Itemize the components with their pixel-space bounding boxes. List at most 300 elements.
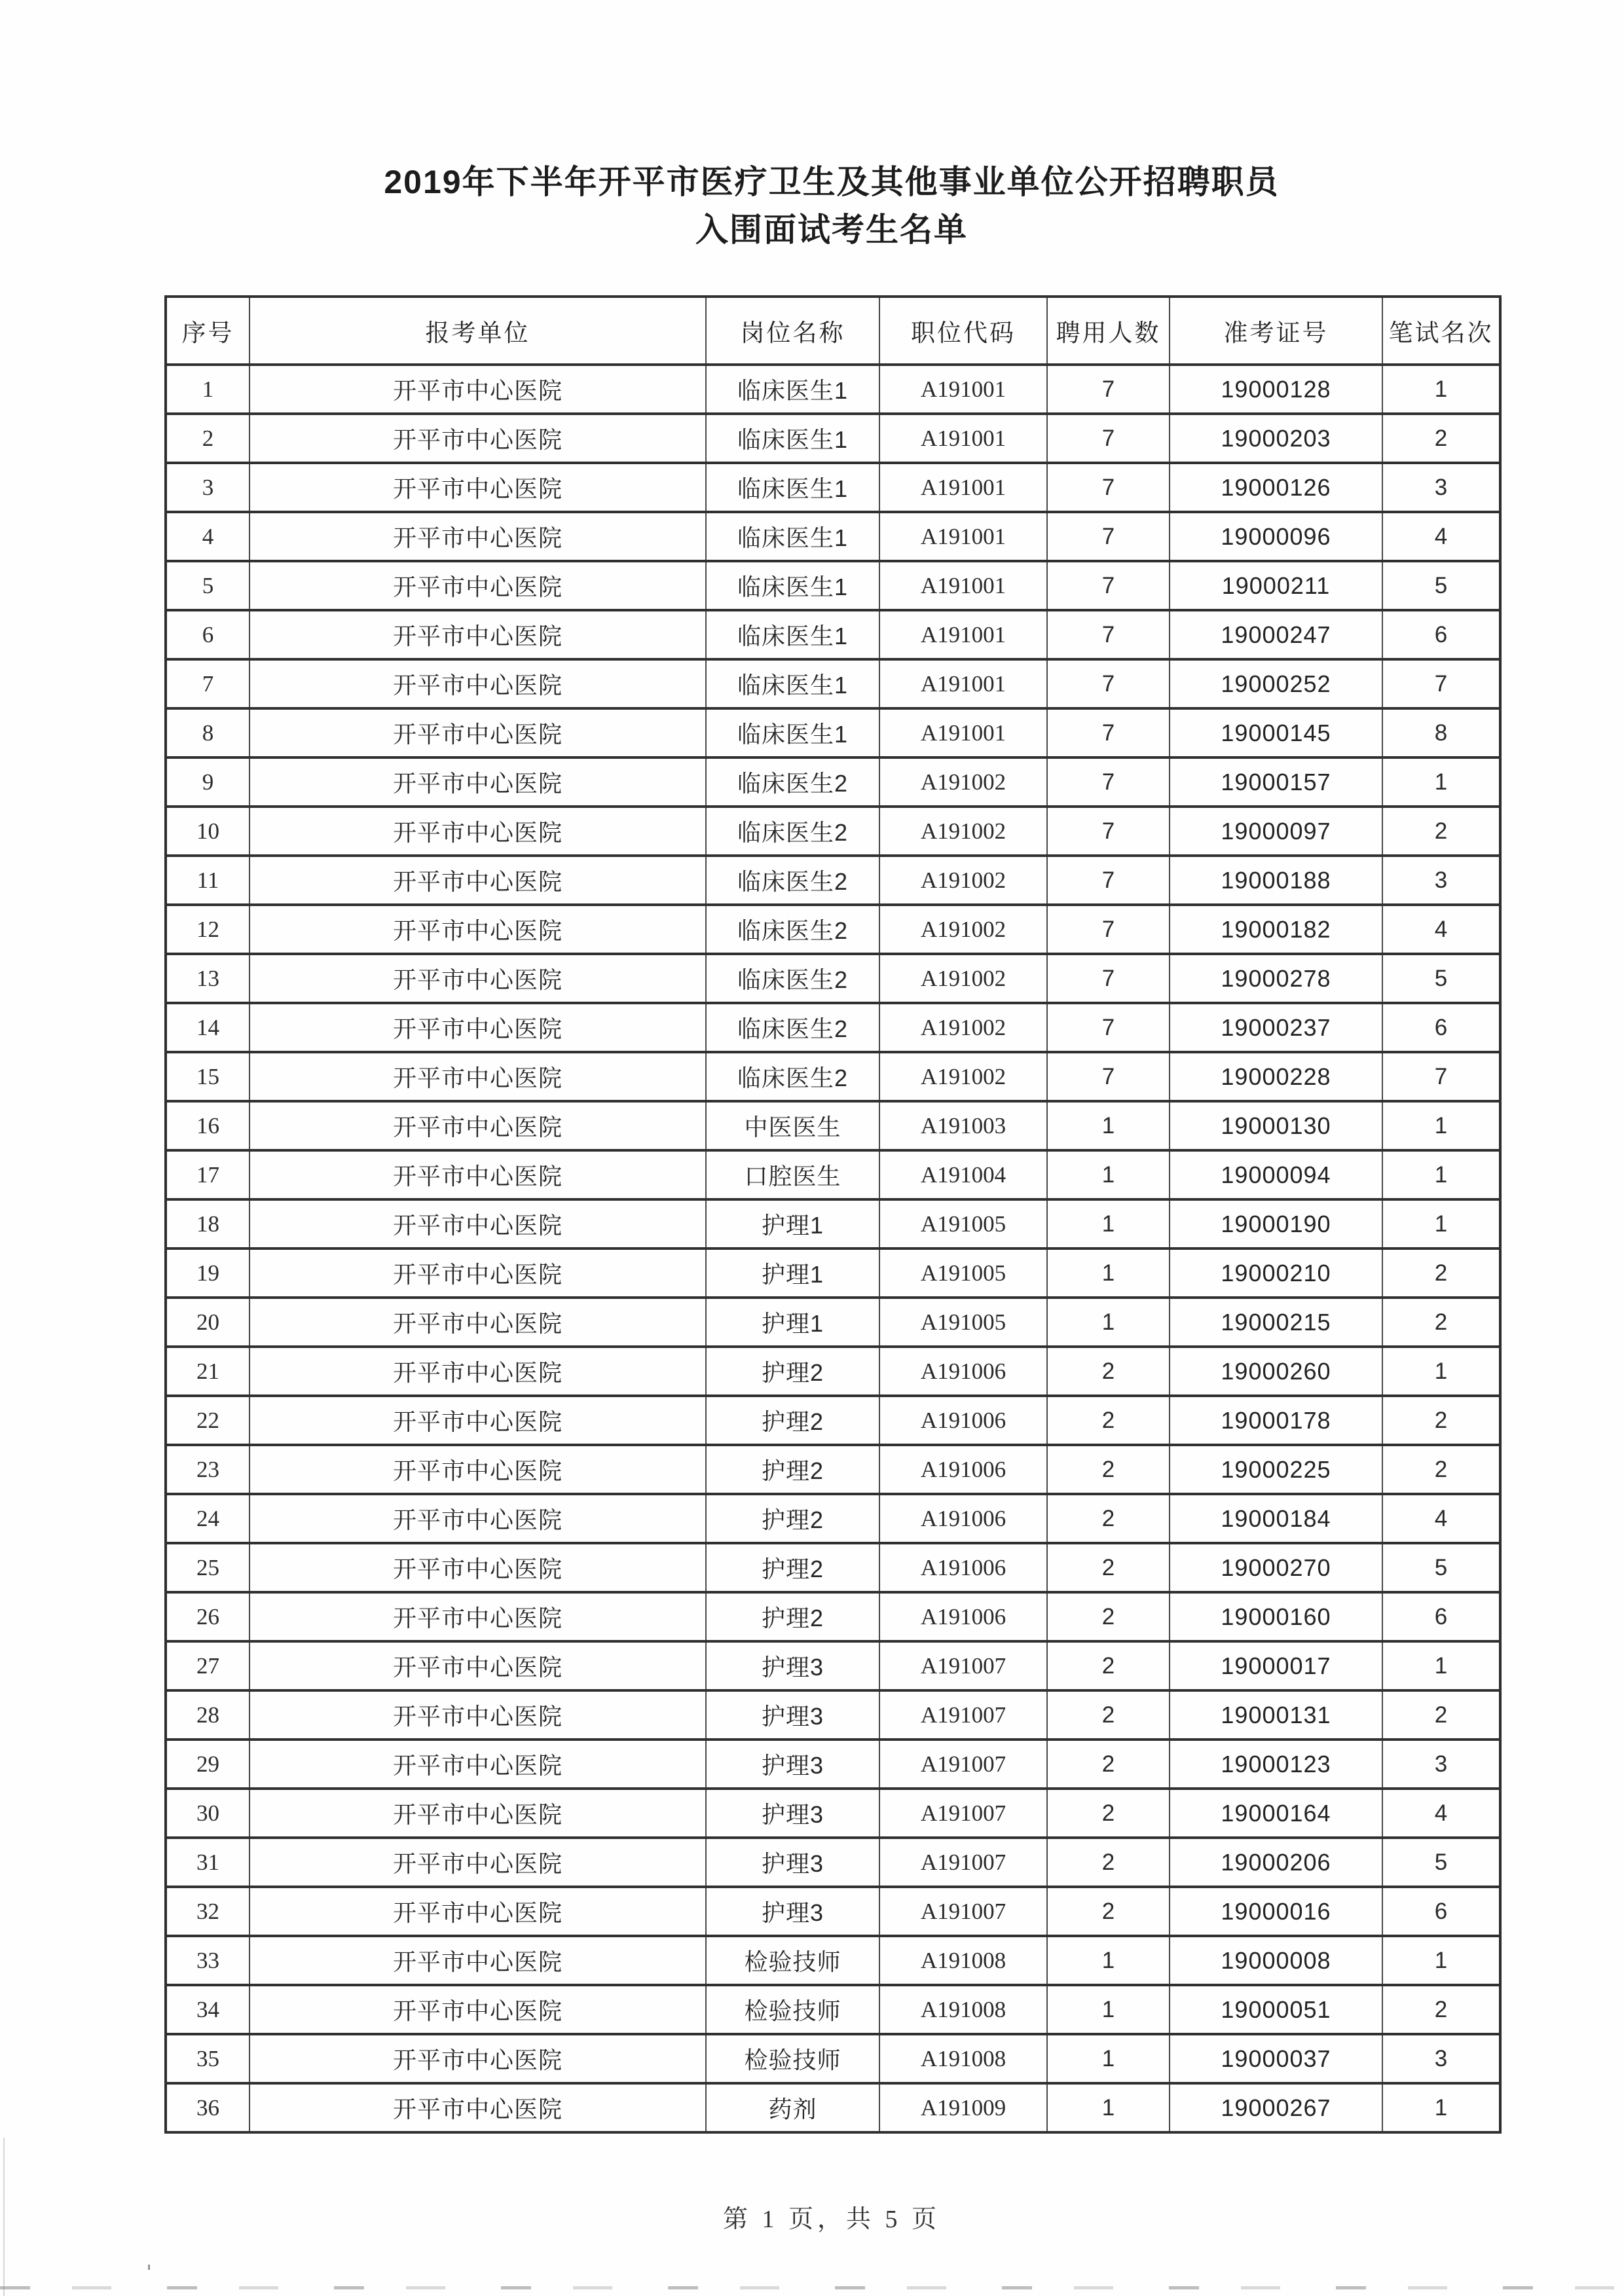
cell-rank: 5 [1382, 561, 1500, 610]
cell-position: 临床医生2 [706, 1052, 879, 1101]
cell-index: 36 [166, 2083, 249, 2132]
cell-rank: 2 [1382, 1298, 1500, 1347]
table-row [166, 954, 1500, 1003]
cell-code: A191006 [879, 1445, 1047, 1494]
cell-rank: 3 [1382, 1740, 1500, 1789]
cell-position: 临床医生2 [706, 1003, 879, 1052]
cell-hires: 2 [1047, 1641, 1170, 1690]
cell-unit: 开平市中心医院 [249, 1690, 706, 1740]
cell-code: A191009 [879, 2083, 1047, 2132]
cell-ticket: 19000160 [1170, 1592, 1382, 1641]
cell-code: A191002 [879, 856, 1047, 905]
cell-index: 12 [166, 905, 249, 954]
cell-position: 口腔医生 [706, 1150, 879, 1199]
cell-hires: 1 [1047, 1101, 1170, 1150]
cell-hires: 7 [1047, 414, 1170, 463]
scan-artifact-bottom [0, 2286, 1624, 2289]
cell-rank: 1 [1382, 1641, 1500, 1690]
cell-index: 5 [166, 561, 249, 610]
document-title [164, 158, 1499, 254]
cell-hires: 1 [1047, 1248, 1170, 1298]
cell-hires: 7 [1047, 463, 1170, 512]
cell-rank: 1 [1382, 2083, 1500, 2132]
cell-unit: 开平市中心医院 [249, 1396, 706, 1445]
cell-position: 临床医生1 [706, 463, 879, 512]
table-row [166, 414, 1500, 463]
cell-code: A191008 [879, 2034, 1047, 2083]
column-header-code: 职位代码 [879, 297, 1047, 365]
cell-rank: 3 [1382, 2034, 1500, 2083]
cell-position: 护理3 [706, 1789, 879, 1838]
table-row [166, 1445, 1500, 1494]
cell-position: 护理2 [706, 1494, 879, 1543]
cell-hires: 2 [1047, 1740, 1170, 1789]
cell-ticket: 19000184 [1170, 1494, 1382, 1543]
cell-ticket: 19000210 [1170, 1248, 1382, 1298]
cell-rank: 3 [1382, 463, 1500, 512]
header-row [166, 297, 1500, 365]
cell-index: 26 [166, 1592, 249, 1641]
column-header-ticket: 准考证号 [1170, 297, 1382, 365]
cell-position: 临床医生1 [706, 414, 879, 463]
title-line-2: 入围面试考生名单 [695, 211, 968, 248]
cell-rank: 5 [1382, 954, 1500, 1003]
cell-ticket: 19000237 [1170, 1003, 1382, 1052]
cell-unit: 开平市中心医院 [249, 1789, 706, 1838]
cell-hires: 7 [1047, 659, 1170, 708]
table-row [166, 1199, 1500, 1248]
cell-unit: 开平市中心医院 [249, 1838, 706, 1887]
cell-position: 临床医生2 [706, 807, 879, 856]
cell-ticket: 19000094 [1170, 1150, 1382, 1199]
cell-ticket: 19000228 [1170, 1052, 1382, 1101]
cell-unit: 开平市中心医院 [249, 708, 706, 757]
cell-unit: 开平市中心医院 [249, 512, 706, 561]
cell-index: 15 [166, 1052, 249, 1101]
cell-unit: 开平市中心医院 [249, 954, 706, 1003]
cell-unit: 开平市中心医院 [249, 659, 706, 708]
cell-hires: 2 [1047, 1789, 1170, 1838]
cell-ticket: 19000206 [1170, 1838, 1382, 1887]
cell-hires: 1 [1047, 1199, 1170, 1248]
table-row [166, 1690, 1500, 1740]
table-row [166, 708, 1500, 757]
cell-code: A191002 [879, 807, 1047, 856]
cell-unit: 开平市中心医院 [249, 807, 706, 856]
cell-code: A191005 [879, 1199, 1047, 1248]
page-footer: 第 1 页，共 5 页 [722, 2206, 940, 2233]
cell-rank: 4 [1382, 512, 1500, 561]
column-header-position: 岗位名称 [706, 297, 879, 365]
cell-hires: 7 [1047, 561, 1170, 610]
cell-unit: 开平市中心医院 [249, 1347, 706, 1396]
cell-unit: 开平市中心医院 [249, 1985, 706, 2034]
table-row [166, 2034, 1500, 2083]
cell-index: 14 [166, 1003, 249, 1052]
cell-ticket: 19000128 [1170, 365, 1382, 414]
cell-code: A191007 [879, 1690, 1047, 1740]
table-row [166, 807, 1500, 856]
cell-unit: 开平市中心医院 [249, 757, 706, 807]
cell-hires: 7 [1047, 954, 1170, 1003]
cell-position: 临床医生2 [706, 856, 879, 905]
table-row [166, 1592, 1500, 1641]
table-row [166, 512, 1500, 561]
cell-unit: 开平市中心医院 [249, 1592, 706, 1641]
cell-index: 32 [166, 1887, 249, 1936]
cell-code: A191006 [879, 1347, 1047, 1396]
cell-unit: 开平市中心医院 [249, 1887, 706, 1936]
cell-index: 21 [166, 1347, 249, 1396]
cell-index: 16 [166, 1101, 249, 1150]
cell-ticket: 19000008 [1170, 1936, 1382, 1985]
cell-ticket: 19000260 [1170, 1347, 1382, 1396]
cell-hires: 1 [1047, 1150, 1170, 1199]
scan-artifact-left-edge [3, 2138, 5, 2296]
cell-rank: 1 [1382, 365, 1500, 414]
table-row [166, 1347, 1500, 1396]
cell-index: 3 [166, 463, 249, 512]
cell-position: 临床医生1 [706, 561, 879, 610]
cell-index: 11 [166, 856, 249, 905]
cell-position: 护理2 [706, 1347, 879, 1396]
cell-ticket: 19000211 [1170, 561, 1382, 610]
cell-code: A191007 [879, 1887, 1047, 1936]
cell-code: A191001 [879, 561, 1047, 610]
cell-code: A191006 [879, 1543, 1047, 1592]
cell-rank: 2 [1382, 414, 1500, 463]
cell-code: A191007 [879, 1641, 1047, 1690]
cell-rank: 4 [1382, 1494, 1500, 1543]
cell-rank: 4 [1382, 1789, 1500, 1838]
cell-ticket: 19000267 [1170, 2083, 1382, 2132]
cell-rank: 2 [1382, 1396, 1500, 1445]
cell-index: 27 [166, 1641, 249, 1690]
cell-hires: 1 [1047, 1936, 1170, 1985]
cell-index: 24 [166, 1494, 249, 1543]
cell-position: 药剂 [706, 2083, 879, 2132]
cell-ticket: 19000123 [1170, 1740, 1382, 1789]
cell-index: 22 [166, 1396, 249, 1445]
cell-position: 临床医生2 [706, 757, 879, 807]
cell-code: A191007 [879, 1838, 1047, 1887]
cell-code: A191006 [879, 1592, 1047, 1641]
table-row [166, 905, 1500, 954]
cell-position: 护理1 [706, 1199, 879, 1248]
cell-rank: 2 [1382, 1985, 1500, 2034]
column-header-rank: 笔试名次 [1382, 297, 1500, 365]
cell-ticket: 19000252 [1170, 659, 1382, 708]
cell-ticket: 19000247 [1170, 610, 1382, 659]
cell-index: 25 [166, 1543, 249, 1592]
table-row [166, 1248, 1500, 1298]
cell-hires: 7 [1047, 708, 1170, 757]
cell-index: 30 [166, 1789, 249, 1838]
cell-code: A191006 [879, 1494, 1047, 1543]
cell-ticket: 19000182 [1170, 905, 1382, 954]
cell-position: 临床医生2 [706, 954, 879, 1003]
cell-unit: 开平市中心医院 [249, 2083, 706, 2132]
cell-hires: 7 [1047, 610, 1170, 659]
scan-artifact-speck [148, 2265, 150, 2270]
cell-ticket: 19000164 [1170, 1789, 1382, 1838]
cell-index: 23 [166, 1445, 249, 1494]
cell-code: A191005 [879, 1298, 1047, 1347]
cell-position: 护理3 [706, 1838, 879, 1887]
cell-position: 护理3 [706, 1887, 879, 1936]
cell-position: 检验技师 [706, 1936, 879, 1985]
title-line-1: 2019年下半年开平市医疗卫生及其他事业单位公开招聘职员 [384, 164, 1280, 200]
cell-unit: 开平市中心医院 [249, 1445, 706, 1494]
cell-code: A191001 [879, 463, 1047, 512]
cell-position: 临床医生2 [706, 905, 879, 954]
cell-index: 28 [166, 1690, 249, 1740]
cell-hires: 1 [1047, 2083, 1170, 2132]
cell-position: 护理3 [706, 1641, 879, 1690]
cell-unit: 开平市中心医院 [249, 414, 706, 463]
cell-code: A191007 [879, 1740, 1047, 1789]
cell-ticket: 19000097 [1170, 807, 1382, 856]
cell-rank: 1 [1382, 1199, 1500, 1248]
cell-hires: 2 [1047, 1592, 1170, 1641]
cell-index: 13 [166, 954, 249, 1003]
table-row [166, 757, 1500, 807]
cell-hires: 7 [1047, 807, 1170, 856]
cell-rank: 3 [1382, 856, 1500, 905]
table-row [166, 561, 1500, 610]
cell-hires: 7 [1047, 905, 1170, 954]
table-row [166, 1789, 1500, 1838]
cell-unit: 开平市中心医院 [249, 1248, 706, 1298]
cell-hires: 2 [1047, 1347, 1170, 1396]
cell-index: 31 [166, 1838, 249, 1887]
table-row [166, 1052, 1500, 1101]
cell-unit: 开平市中心医院 [249, 1936, 706, 1985]
cell-position: 护理2 [706, 1592, 879, 1641]
cell-index: 10 [166, 807, 249, 856]
cell-index: 20 [166, 1298, 249, 1347]
cell-ticket: 19000145 [1170, 708, 1382, 757]
cell-rank: 1 [1382, 1936, 1500, 1985]
cell-hires: 7 [1047, 757, 1170, 807]
cell-hires: 7 [1047, 365, 1170, 414]
cell-position: 护理2 [706, 1396, 879, 1445]
cell-index: 19 [166, 1248, 249, 1298]
cell-ticket: 19000203 [1170, 414, 1382, 463]
table-row [166, 610, 1500, 659]
cell-ticket: 19000130 [1170, 1101, 1382, 1150]
cell-unit: 开平市中心医院 [249, 905, 706, 954]
cell-position: 检验技师 [706, 2034, 879, 2083]
table-row [166, 2083, 1500, 2132]
cell-rank: 6 [1382, 610, 1500, 659]
cell-index: 33 [166, 1936, 249, 1985]
cell-code: A191002 [879, 757, 1047, 807]
column-header-hires: 聘用人数 [1047, 297, 1170, 365]
cell-unit: 开平市中心医院 [249, 1494, 706, 1543]
cell-rank: 6 [1382, 1003, 1500, 1052]
cell-index: 29 [166, 1740, 249, 1789]
table-row [166, 1838, 1500, 1887]
cell-unit: 开平市中心医院 [249, 1052, 706, 1101]
cell-position: 中医医生 [706, 1101, 879, 1150]
cell-code: A191005 [879, 1248, 1047, 1298]
cell-rank: 1 [1382, 1347, 1500, 1396]
cell-rank: 2 [1382, 1248, 1500, 1298]
table-row [166, 1003, 1500, 1052]
cell-ticket: 19000126 [1170, 463, 1382, 512]
table-row [166, 365, 1500, 414]
cell-unit: 开平市中心医院 [249, 1641, 706, 1690]
cell-position: 临床医生1 [706, 659, 879, 708]
cell-ticket: 19000215 [1170, 1298, 1382, 1347]
cell-index: 4 [166, 512, 249, 561]
cell-index: 9 [166, 757, 249, 807]
cell-unit: 开平市中心医院 [249, 1150, 706, 1199]
cell-index: 1 [166, 365, 249, 414]
cell-unit: 开平市中心医院 [249, 1101, 706, 1150]
table-row [166, 1641, 1500, 1690]
cell-position: 护理1 [706, 1298, 879, 1347]
table-row [166, 1740, 1500, 1789]
cell-position: 临床医生1 [706, 512, 879, 561]
cell-hires: 1 [1047, 1985, 1170, 2034]
cell-rank: 6 [1382, 1592, 1500, 1641]
table-row [166, 856, 1500, 905]
cell-position: 护理3 [706, 1690, 879, 1740]
cell-rank: 5 [1382, 1838, 1500, 1887]
cell-ticket: 19000270 [1170, 1543, 1382, 1592]
cell-code: A191001 [879, 365, 1047, 414]
cell-ticket: 19000278 [1170, 954, 1382, 1003]
table-row [166, 1985, 1500, 2034]
cell-code: A191008 [879, 1936, 1047, 1985]
cell-hires: 2 [1047, 1445, 1170, 1494]
cell-rank: 5 [1382, 1543, 1500, 1592]
cell-index: 8 [166, 708, 249, 757]
table-row [166, 1887, 1500, 1936]
column-header-unit: 报考单位 [249, 297, 706, 365]
table-row [166, 1543, 1500, 1592]
cell-position: 临床医生1 [706, 610, 879, 659]
candidates-table [164, 295, 1502, 2134]
cell-ticket: 19000178 [1170, 1396, 1382, 1445]
cell-index: 17 [166, 1150, 249, 1199]
cell-code: A191001 [879, 610, 1047, 659]
cell-ticket: 19000096 [1170, 512, 1382, 561]
cell-code: A191004 [879, 1150, 1047, 1199]
cell-index: 35 [166, 2034, 249, 2083]
cell-code: A191001 [879, 708, 1047, 757]
cell-rank: 1 [1382, 1150, 1500, 1199]
cell-rank: 2 [1382, 1445, 1500, 1494]
table-row [166, 1396, 1500, 1445]
cell-ticket: 19000190 [1170, 1199, 1382, 1248]
cell-ticket: 19000051 [1170, 1985, 1382, 2034]
cell-rank: 4 [1382, 905, 1500, 954]
cell-rank: 2 [1382, 807, 1500, 856]
table-header [166, 297, 1500, 365]
cell-unit: 开平市中心医院 [249, 1543, 706, 1592]
cell-hires: 7 [1047, 512, 1170, 561]
cell-unit: 开平市中心医院 [249, 1740, 706, 1789]
cell-position: 护理3 [706, 1740, 879, 1789]
cell-unit: 开平市中心医院 [249, 856, 706, 905]
cell-hires: 2 [1047, 1887, 1170, 1936]
cell-hires: 1 [1047, 2034, 1170, 2083]
cell-hires: 7 [1047, 856, 1170, 905]
cell-code: A191006 [879, 1396, 1047, 1445]
cell-position: 护理1 [706, 1248, 879, 1298]
cell-position: 临床医生1 [706, 708, 879, 757]
cell-hires: 2 [1047, 1396, 1170, 1445]
cell-position: 护理2 [706, 1445, 879, 1494]
cell-code: A191001 [879, 414, 1047, 463]
table-body [166, 365, 1500, 2132]
table-row [166, 1298, 1500, 1347]
table-row [166, 1494, 1500, 1543]
cell-rank: 6 [1382, 1887, 1500, 1936]
cell-rank: 1 [1382, 757, 1500, 807]
cell-ticket: 19000017 [1170, 1641, 1382, 1690]
cell-hires: 2 [1047, 1494, 1170, 1543]
cell-index: 18 [166, 1199, 249, 1248]
table-row [166, 659, 1500, 708]
cell-rank: 7 [1382, 1052, 1500, 1101]
cell-ticket: 19000016 [1170, 1887, 1382, 1936]
cell-rank: 2 [1382, 1690, 1500, 1740]
cell-index: 6 [166, 610, 249, 659]
cell-code: A191002 [879, 1052, 1047, 1101]
cell-hires: 7 [1047, 1003, 1170, 1052]
cell-code: A191002 [879, 905, 1047, 954]
cell-index: 2 [166, 414, 249, 463]
table-row [166, 1150, 1500, 1199]
cell-unit: 开平市中心医院 [249, 1298, 706, 1347]
cell-index: 34 [166, 1985, 249, 2034]
cell-unit: 开平市中心医院 [249, 365, 706, 414]
cell-unit: 开平市中心医院 [249, 2034, 706, 2083]
cell-code: A191002 [879, 954, 1047, 1003]
cell-code: A191003 [879, 1101, 1047, 1150]
cell-code: A191007 [879, 1789, 1047, 1838]
cell-ticket: 19000188 [1170, 856, 1382, 905]
cell-index: 7 [166, 659, 249, 708]
cell-rank: 8 [1382, 708, 1500, 757]
cell-unit: 开平市中心医院 [249, 561, 706, 610]
table-row [166, 1101, 1500, 1150]
cell-hires: 1 [1047, 1298, 1170, 1347]
cell-ticket: 19000225 [1170, 1445, 1382, 1494]
cell-unit: 开平市中心医院 [249, 463, 706, 512]
cell-hires: 2 [1047, 1543, 1170, 1592]
cell-hires: 2 [1047, 1690, 1170, 1740]
cell-position: 护理2 [706, 1543, 879, 1592]
cell-ticket: 19000131 [1170, 1690, 1382, 1740]
cell-unit: 开平市中心医院 [249, 1199, 706, 1248]
cell-code: A191001 [879, 659, 1047, 708]
cell-rank: 7 [1382, 659, 1500, 708]
table-row [166, 463, 1500, 512]
cell-ticket: 19000157 [1170, 757, 1382, 807]
cell-position: 临床医生1 [706, 365, 879, 414]
cell-unit: 开平市中心医院 [249, 610, 706, 659]
cell-code: A191001 [879, 512, 1047, 561]
table-row [166, 1936, 1500, 1985]
cell-hires: 2 [1047, 1838, 1170, 1887]
cell-ticket: 19000037 [1170, 2034, 1382, 2083]
cell-code: A191008 [879, 1985, 1047, 2034]
